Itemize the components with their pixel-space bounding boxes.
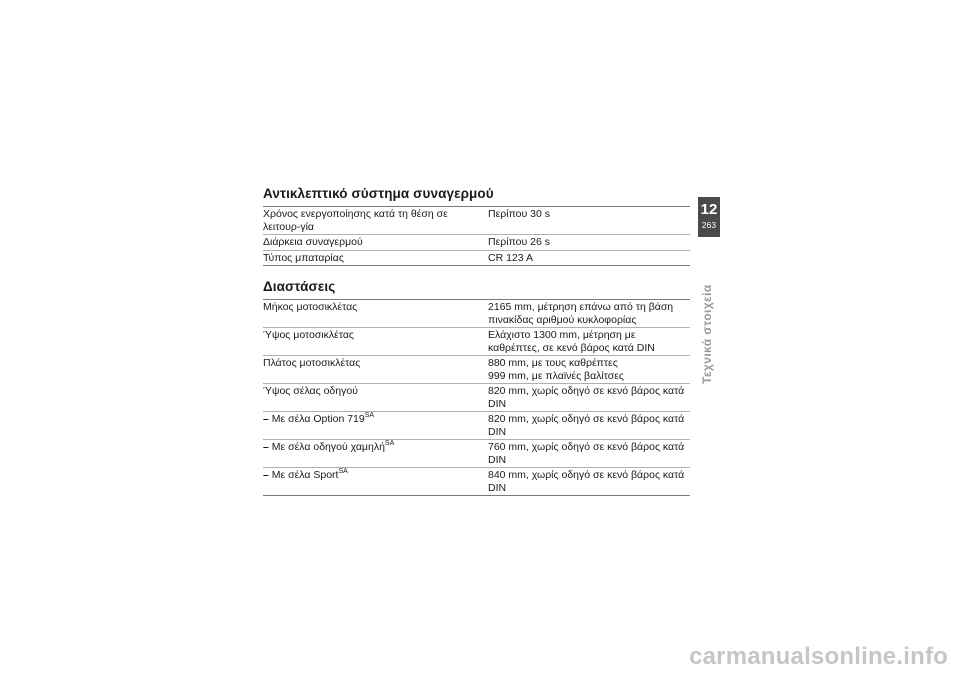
special-equipment-marker: SA (364, 411, 375, 419)
chapter-label: Τεχνικά στοιχεία (700, 284, 714, 384)
dash-marker: – (263, 413, 269, 425)
row-label-text: Με σέλα Sport (271, 469, 339, 481)
row-value: 840 mm, χωρίς οδηγό σε κενό βάρος κατά DIN (488, 469, 685, 494)
row-value: Ελάχιστο 1300 mm, μέτρηση με καθρέπτες, σε κενό βάρος κατά DIN (488, 329, 655, 354)
row-label: Χρόνος ενεργοποίησης κατά τη θέση σε λειτουρ-γία (263, 208, 448, 233)
row-value-line: 880 mm, με τους καθρέπτες (488, 357, 618, 369)
row-value: 760 mm, χωρίς οδηγό σε κενό βάρος κατά DIN (488, 441, 685, 466)
row-label: Πλάτος μοτοσικλέτας (263, 357, 361, 369)
section-title-alarm: Αντικλεπτικό σύστημα συναγερμού (263, 186, 494, 201)
table-row (263, 412, 690, 440)
special-equipment-marker: SA (384, 439, 395, 447)
page-number: 263 (701, 220, 717, 230)
chapter-number: 12 (700, 201, 718, 218)
row-label-text: Με σέλα Option 719 (271, 413, 365, 425)
table-row (263, 300, 690, 328)
row-value (488, 356, 690, 384)
row-label-sub (263, 468, 488, 496)
table-row (263, 356, 690, 384)
row-label: Μήκος μοτοσικλέτας (263, 301, 358, 313)
table-row (263, 235, 690, 251)
row-value: CR 123 A (488, 251, 533, 264)
row-label: Τύπος μπαταρίας (263, 251, 344, 264)
row-label-text: Με σέλα οδηγού χαμηλή (271, 441, 385, 453)
row-value: 2165 mm, μέτρηση επάνω από τη βάση πινακίδας αριθμού κυκλοφορίας (488, 301, 674, 326)
row-value: 820 mm, χωρίς οδηγό σε κενό βάρος κατά DIN (488, 413, 685, 438)
dash-marker: – (263, 469, 269, 481)
row-value-line: 999 mm, με πλαϊνές βαλίτσες (488, 369, 624, 382)
row-value: Περίπου 30 s (488, 208, 551, 220)
table-row (263, 384, 690, 412)
table-row (263, 250, 690, 266)
chapter-badge (698, 197, 720, 237)
watermark: carmanualsonline.info (689, 643, 948, 670)
table-row (263, 468, 690, 496)
dash-marker: – (263, 441, 269, 453)
dimensions-spec-table (263, 299, 690, 496)
table-row (263, 328, 690, 356)
alarm-spec-table (263, 206, 690, 266)
spec-content (263, 186, 690, 496)
section-title-dimensions: Διαστάσεις (263, 279, 336, 294)
special-equipment-marker: SA (338, 467, 348, 475)
row-label: Ύψος μοτοσικλέτας (263, 329, 354, 341)
row-label-sub (263, 412, 488, 440)
row-label-sub (263, 440, 488, 468)
row-value: Περίπου 26 s (488, 236, 551, 248)
row-label: Ύψος σέλας οδηγού (263, 385, 358, 397)
table-row (263, 440, 690, 468)
row-value: 820 mm, χωρίς οδηγό σε κενό βάρος κατά DIN (488, 385, 685, 410)
table-row (263, 207, 690, 235)
row-label: Διάρκεια συναγερμού (263, 236, 363, 248)
